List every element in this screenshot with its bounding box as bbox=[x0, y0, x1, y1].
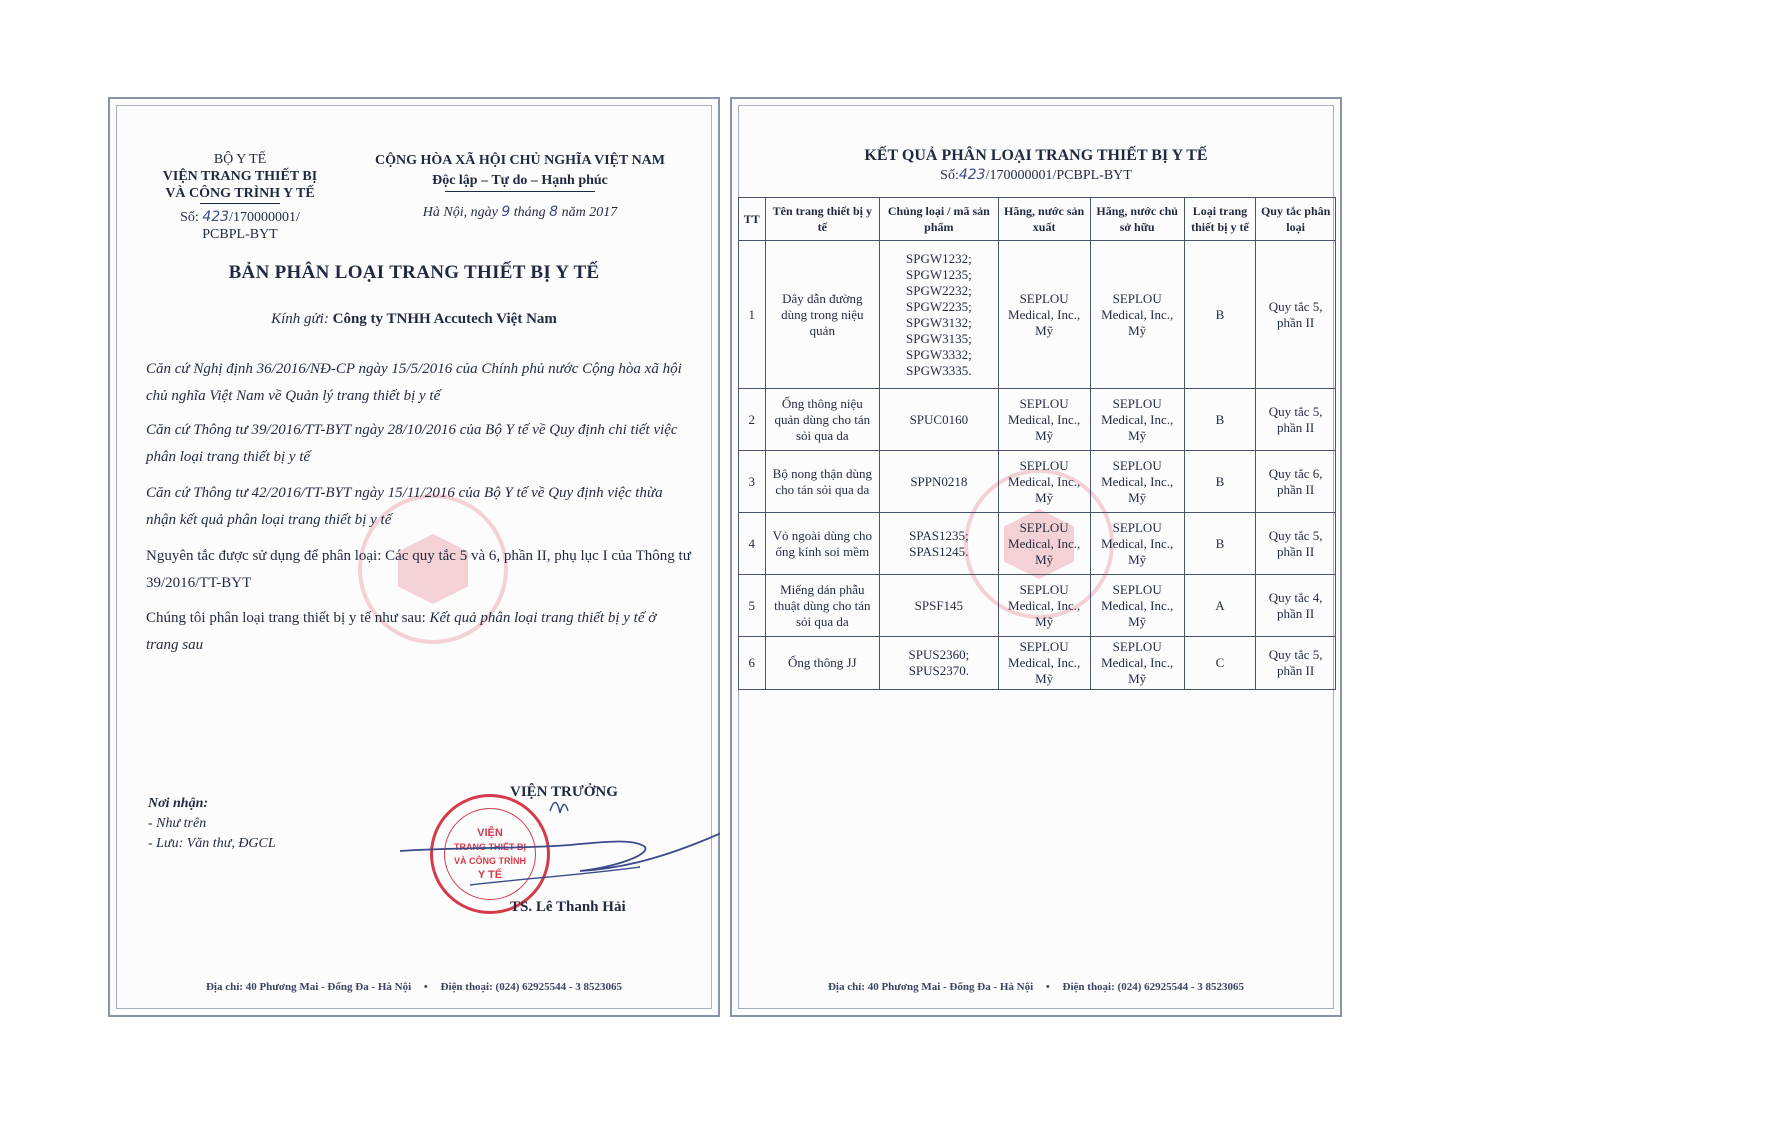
page-footer bbox=[110, 981, 718, 993]
table-row bbox=[739, 513, 1336, 575]
footer-phone: Điện thoại: (024) 62925544 - 3 8523065 bbox=[440, 981, 623, 993]
cell-manufacturer: SEPLOU Medical, Inc., Mỹ bbox=[998, 637, 1090, 690]
cell-device-name: Ống thông JJ bbox=[765, 637, 879, 690]
header-device-class: Loại trang thiết bị y tế bbox=[1184, 198, 1256, 241]
footer-address: Địa chỉ: 40 Phương Mai - Đống Đa - Hà Nội bbox=[205, 981, 412, 993]
header-product-code: Chủng loại / mã sản phẩm bbox=[880, 198, 999, 241]
table-header-row bbox=[739, 198, 1336, 241]
classification-table bbox=[738, 197, 1336, 690]
stamp-text: VÀ CÔNG TRÌNH bbox=[454, 856, 526, 866]
number-prefix: Số: bbox=[180, 210, 199, 225]
number-suffix: /170000001/PCBPL-BYT bbox=[985, 168, 1132, 183]
cell-tt: 4 bbox=[739, 513, 766, 575]
cell-owner: SEPLOU Medical, Inc., Mỹ bbox=[1090, 637, 1184, 690]
addressee-label: Kính gửi: bbox=[271, 311, 329, 327]
number-suffix: /170000001/ bbox=[229, 210, 300, 225]
date-place: Hà Nội, ngày bbox=[422, 205, 498, 220]
republic-header bbox=[350, 151, 690, 223]
cell-manufacturer: SEPLOU Medical, Inc., Mỹ bbox=[998, 451, 1090, 513]
cell-owner: SEPLOU Medical, Inc., Mỹ bbox=[1090, 451, 1184, 513]
cell-tt: 1 bbox=[739, 241, 766, 389]
page-footer bbox=[732, 981, 1340, 993]
motto-underline bbox=[445, 191, 595, 192]
cell-device-class: C bbox=[1184, 637, 1256, 690]
cell-device-name: Bộ nong thận dùng cho tán sỏi qua da bbox=[765, 451, 879, 513]
signer-title: VIỆN TRƯỞNG bbox=[510, 784, 618, 800]
classification-result-page bbox=[730, 97, 1342, 1017]
addressee bbox=[110, 311, 718, 328]
header-rule bbox=[200, 203, 280, 205]
header-classification-rule: Quy tắc phân loại bbox=[1256, 198, 1336, 241]
recipients-label: Nơi nhận: bbox=[148, 796, 209, 811]
header-owner: Hãng, nước chủ sở hữu bbox=[1090, 198, 1184, 241]
date-month-label: tháng bbox=[513, 205, 546, 220]
table-row bbox=[739, 637, 1336, 690]
number-prefix: Số: bbox=[940, 168, 959, 183]
cell-manufacturer: SEPLOU Medical, Inc., Mỹ bbox=[998, 389, 1090, 451]
cell-device-class: B bbox=[1184, 513, 1256, 575]
table-row bbox=[739, 389, 1336, 451]
cell-product-code: SPPN0218 bbox=[880, 451, 999, 513]
cell-product-code: SPUS2360; SPUS2370. bbox=[880, 637, 999, 690]
addressee-name: Công ty TNHH Accutech Việt Nam bbox=[332, 311, 557, 327]
result-number bbox=[732, 167, 1340, 184]
republic-name: CỘNG HÒA XÃ HỘI CHỦ NGHĨA VIỆT NAM bbox=[374, 153, 665, 168]
cell-device-name: Dây dẫn đường dùng trong niệu quản bbox=[765, 241, 879, 389]
stamp-text: VIỆN bbox=[477, 827, 503, 839]
footer-separator: • bbox=[1045, 981, 1050, 993]
cell-manufacturer: SEPLOU Medical, Inc., Mỹ bbox=[998, 241, 1090, 389]
national-motto: Độc lập – Tự do – Hạnh phúc bbox=[432, 173, 608, 188]
classification-letter-page bbox=[108, 97, 720, 1017]
cell-manufacturer: SEPLOU Medical, Inc., Mỹ bbox=[998, 513, 1090, 575]
cell-product-code: SPUC0160 bbox=[880, 389, 999, 451]
cell-classification-rule: Quy tắc 6, phần II bbox=[1256, 451, 1336, 513]
cell-product-code: SPGW1232; SPGW1235; SPGW2232; SPGW2235; SPGW3132; SPGW3135; SPGW3332; SPGW3335. bbox=[880, 241, 999, 389]
legal-basis-2: Căn cứ Thông tư 39/2016/TT-BYT ngày 28/10/2016 của Bộ Y tế về Quy định chi tiết việc phân loại trang thiết bị y tế bbox=[146, 422, 678, 465]
document-number bbox=[140, 209, 340, 226]
stamp-text: Y TẾ bbox=[477, 869, 503, 881]
cell-manufacturer: SEPLOU Medical, Inc., Mỹ bbox=[998, 575, 1090, 637]
ministry-name: BỘ Y TẾ bbox=[213, 152, 267, 167]
legal-basis-3: Căn cứ Thông tư 42/2016/TT-BYT ngày 15/11/2016 của Bộ Y tế về Quy định việc thừa nhận kết quả phân loại trang thiết bị y tế bbox=[146, 485, 663, 528]
cell-device-class: B bbox=[1184, 451, 1256, 513]
cell-device-class: B bbox=[1184, 241, 1256, 389]
cell-device-name: Miếng dán phẫu thuật dùng cho tán sỏi qua da bbox=[765, 575, 879, 637]
header-tt: TT bbox=[739, 198, 766, 241]
document-title: BẢN PHÂN LOẠI TRANG THIẾT BỊ Y TẾ bbox=[228, 262, 600, 283]
footer-address: Địa chỉ: 40 Phương Mai - Đống Đa - Hà Nội bbox=[827, 981, 1034, 993]
cell-tt: 2 bbox=[739, 389, 766, 451]
cell-classification-rule: Quy tắc 5, phần II bbox=[1256, 389, 1336, 451]
cell-owner: SEPLOU Medical, Inc., Mỹ bbox=[1090, 389, 1184, 451]
issuer-header bbox=[140, 151, 340, 243]
number-handwritten: 423 bbox=[958, 167, 986, 183]
cell-classification-rule: Quy tắc 5, phần II bbox=[1256, 513, 1336, 575]
stamp-text: TRANG THIẾT BỊ bbox=[454, 842, 526, 852]
table-row bbox=[739, 575, 1336, 637]
cell-classification-rule: Quy tắc 4, phần II bbox=[1256, 575, 1336, 637]
classification-principle: Nguyên tắc được sử dụng để phân loại: Các quy tắc 5 và 6, phần II, phụ lục I của Thông tư 39/2016/TT-BYT bbox=[146, 548, 691, 591]
cell-tt: 6 bbox=[739, 637, 766, 690]
institute-name-line1: VIỆN TRANG THIẾT BỊ bbox=[162, 169, 318, 184]
cell-tt: 5 bbox=[739, 575, 766, 637]
statement-reference: Kết quả phân loại trang thiết bị y tế ở trang sau bbox=[146, 610, 657, 653]
issue-date bbox=[350, 202, 690, 223]
cell-device-class: A bbox=[1184, 575, 1256, 637]
signer-name: TS. Lê Thanh Hải bbox=[510, 899, 626, 915]
cell-device-name: Vỏ ngoài dùng cho ống kính soi mềm bbox=[765, 513, 879, 575]
cell-classification-rule: Quy tắc 5, phần II bbox=[1256, 241, 1336, 389]
footer-separator: • bbox=[423, 981, 428, 993]
recipient-item: - Như trên bbox=[148, 816, 207, 831]
date-month: 8 bbox=[549, 204, 559, 220]
cell-device-name: Ống thông niệu quản dùng cho tán sỏi qua da bbox=[765, 389, 879, 451]
recipient-item: - Lưu: Văn thư, ĐGCL bbox=[148, 836, 276, 851]
cell-device-class: B bbox=[1184, 389, 1256, 451]
cell-product-code: SPSF145 bbox=[880, 575, 999, 637]
cell-owner: SEPLOU Medical, Inc., Mỹ bbox=[1090, 241, 1184, 389]
header-device-name: Tên trang thiết bị y tế bbox=[765, 198, 879, 241]
classification-statement bbox=[146, 605, 691, 659]
institute-name-line2: VÀ CÔNG TRÌNH Y TẾ bbox=[165, 186, 315, 201]
cell-classification-rule: Quy tắc 5, phần II bbox=[1256, 637, 1336, 690]
cell-product-code: SPAS1235; SPAS1245. bbox=[880, 513, 999, 575]
table-row bbox=[739, 241, 1336, 389]
cell-owner: SEPLOU Medical, Inc., Mỹ bbox=[1090, 575, 1184, 637]
recipients-block bbox=[148, 794, 276, 854]
footer-phone: Điện thoại: (024) 62925544 - 3 8523065 bbox=[1062, 981, 1245, 993]
table-row bbox=[739, 451, 1336, 513]
document-number-line2: PCBPL-BYT bbox=[202, 227, 278, 242]
cell-tt: 3 bbox=[739, 451, 766, 513]
result-title: KẾT QUẢ PHÂN LOẠI TRANG THIẾT BỊ Y TẾ bbox=[864, 147, 1208, 164]
table-body bbox=[739, 241, 1336, 690]
date-day: 9 bbox=[501, 204, 511, 220]
header-manufacturer: Hãng, nước sản xuất bbox=[998, 198, 1090, 241]
number-handwritten: 423 bbox=[202, 209, 230, 225]
signature bbox=[400, 789, 720, 899]
cell-owner: SEPLOU Medical, Inc., Mỹ bbox=[1090, 513, 1184, 575]
date-year: năm 2017 bbox=[561, 205, 618, 220]
legal-basis-1: Căn cứ Nghị định 36/2016/NĐ-CP ngày 15/5/2016 của Chính phủ nước Cộng hòa xã hội chủ nghĩa Việt Nam về Quản lý trang thiết bị y tế bbox=[146, 361, 682, 404]
statement-text: Chúng tôi phân loại trang thiết bị y tế như sau: bbox=[146, 610, 430, 626]
